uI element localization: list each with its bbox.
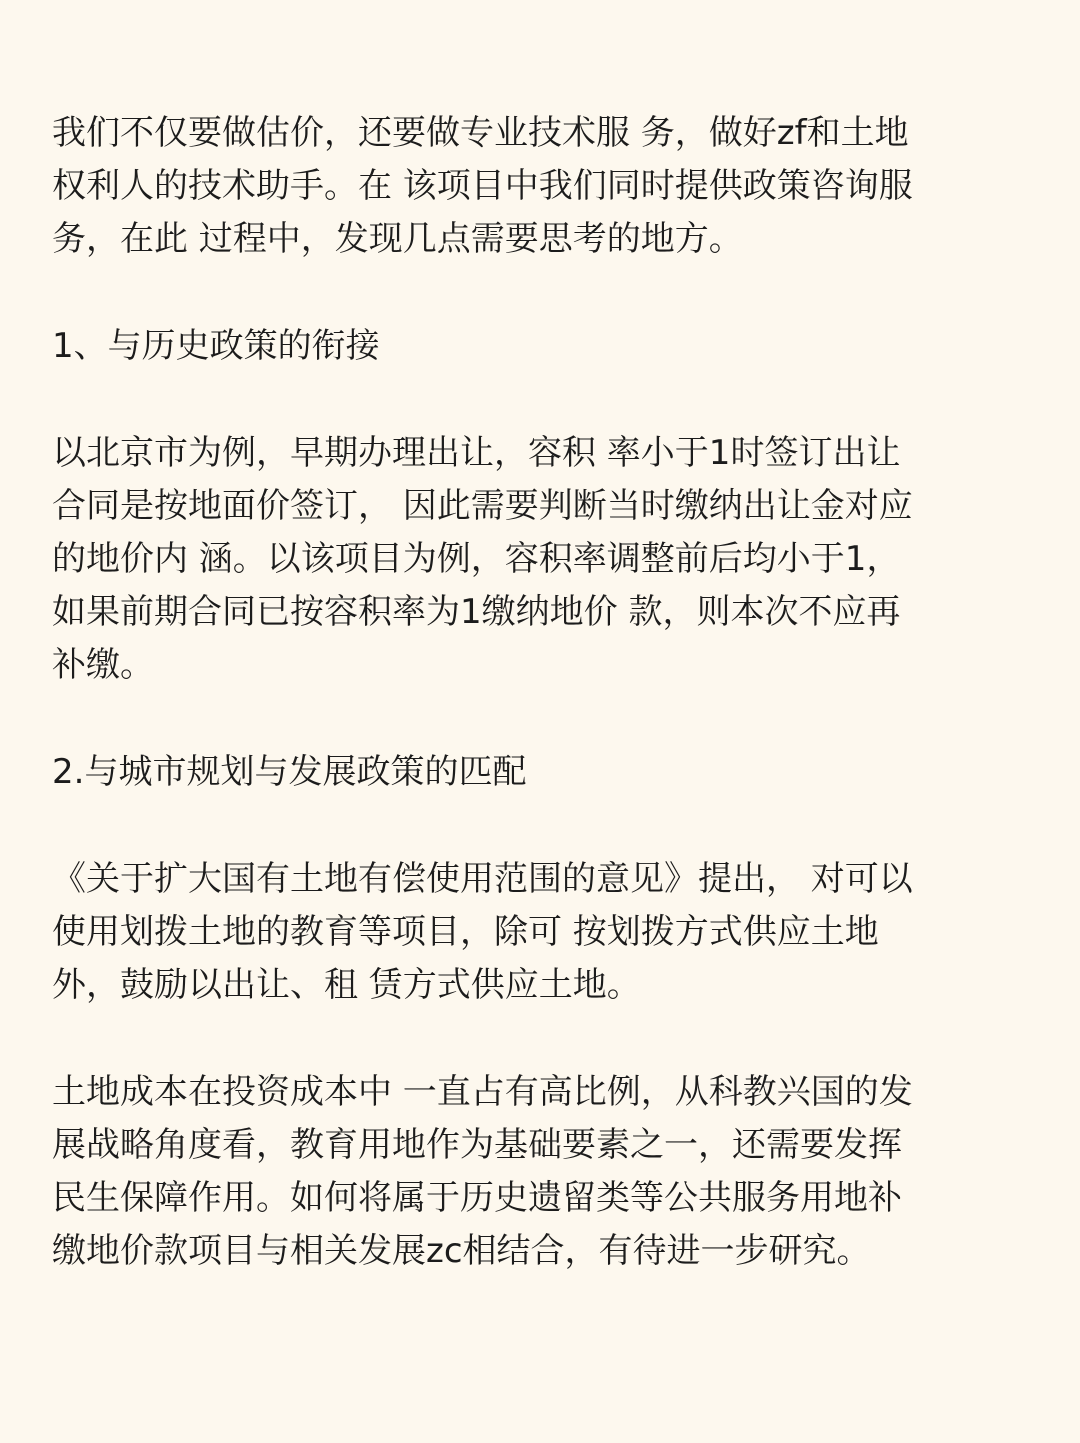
section-heading-urban-planning: 2.与城市规划与发展政策的匹配 [52, 752, 527, 792]
paragraph-policy-opinion: 《关于扩大国有土地有偿使用范围的意见》提出， 对可以 使用划拨土地的教育等项目，除可 按划拨方式供应土地 外，鼓励以出让、租 赁方式供应土地。 [52, 859, 913, 1005]
paragraph-beijing-example: 以北京市为例，早期办理出让，容积 率小于1时签订出让 合同是按地面价签订， 因此需要判断当时缴纳出让金对应 的地价内 涵。以该项目为例，容积率调整前后均小于1， 如果前期合同已按容积率为1缴纳地价 款，则本次不应再 补缴。 [52, 433, 913, 685]
paragraph-gap [52, 1012, 1032, 1066]
section-heading-history-policy: 1、与历史政策的衔接 [52, 326, 380, 366]
paragraph-land-cost: 土地成本在投资成本中 一直占有高比例，从科教兴国的发 展战略角度看，教育用地作为基础要素之一，还需要发挥 民生保障作用。如何将属于历史遗留类等公共服务用地补 缴地价款项目与相关发展zc相结合，有待进一步研究。 [52, 1072, 913, 1271]
paragraph-gap [52, 266, 1032, 320]
paragraph-gap [52, 373, 1032, 427]
article-body [52, 107, 1032, 1278]
paragraph-gap [52, 799, 1032, 853]
paragraph-intro: 我们不仅要做估价，还要做专业技术服 务，做好zf和土地 权利人的技术助手。在 该项目中我们同时提供政策咨询服 务，在此 过程中，发现几点需要思考的地方。 [52, 113, 913, 259]
paragraph-gap [52, 692, 1032, 746]
